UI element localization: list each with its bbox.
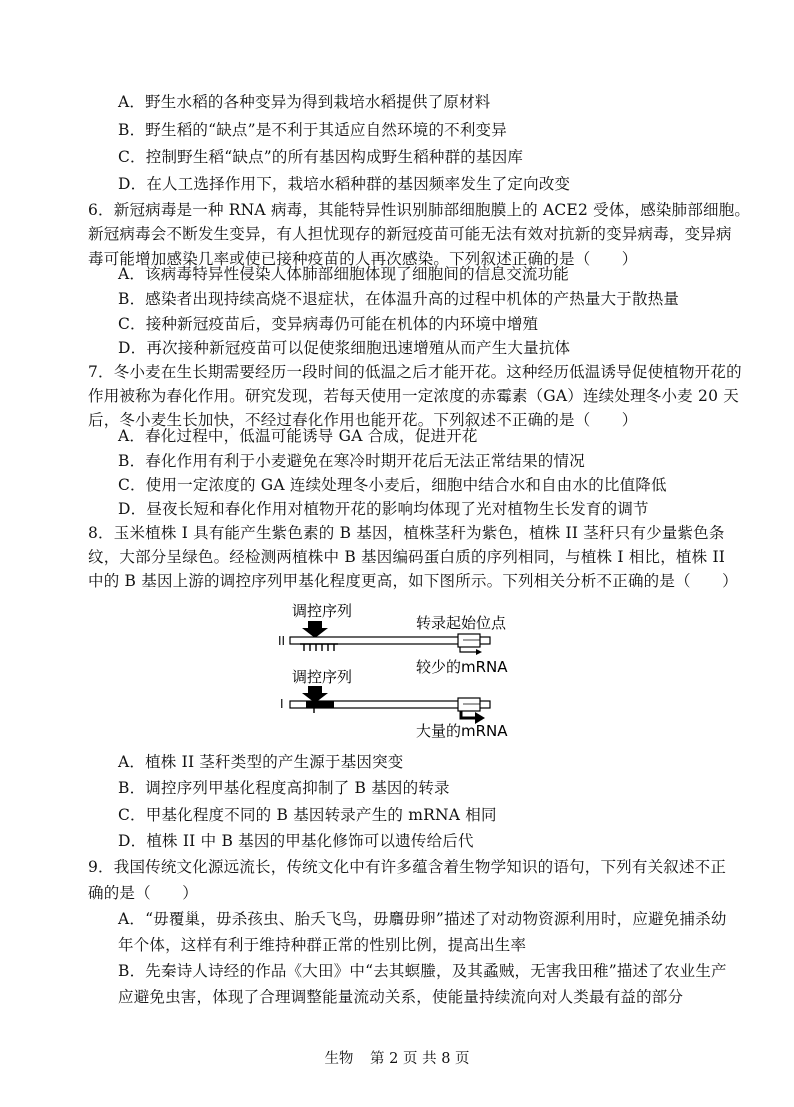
reg-seq-label-bottom: 调控序列 bbox=[292, 668, 353, 686]
methylation-figure bbox=[270, 600, 570, 740]
reg-seq-arrow-top bbox=[302, 621, 328, 638]
plant2-small-arrow bbox=[460, 647, 476, 652]
plant1-reg-block bbox=[306, 701, 334, 708]
q5-option-c: C．控制野生稻“缺点”的所有基因构成野生稻种群的基因库 bbox=[118, 148, 524, 166]
plant1-tss-box bbox=[458, 698, 480, 711]
q5-option-d: D．在人工选择作用下，栽培水稻种群的基因频率发生了定向改变 bbox=[118, 175, 571, 193]
q6-stem-line2: 新冠病毒会不断发生变异，有人担忧现存的新冠疫苗可能无法有效对抗新的变异病毒，变异病 bbox=[88, 225, 732, 243]
q8-option-d: D．植株 II 中 B 基因的甲基化修饰可以遗传给后代 bbox=[118, 832, 474, 850]
q6-stem-line3: 毒可能增加感染几率或使已接种疫苗的人再次感染。下列叙述正确的是（ ） bbox=[88, 250, 638, 268]
q6-option-c: C．接种新冠疫苗后，变异病毒仍可能在机体的内环境中增殖 bbox=[118, 315, 539, 333]
q9-stem-line1: 9．我国传统文化源远流长，传统文化中有许多蕴含着生物学知识的语句，下列有关叙述不正 bbox=[88, 858, 727, 876]
q8-option-a: A．植株 II 茎秆类型的产生源于基因突变 bbox=[118, 753, 404, 771]
methyl-groups bbox=[300, 644, 338, 651]
reg-seq-label-top: 调控序列 bbox=[292, 602, 353, 620]
q8-option-c: C．甲基化程度不同的 B 基因转录产生的 mRNA 相同 bbox=[118, 806, 497, 824]
plant2-label: II bbox=[278, 634, 286, 648]
q6-stem-line1: 6．新冠病毒是一种 RNA 病毒，其能特异性识别肺部细胞膜上的 ACE2 受体，感染肺部细胞。 bbox=[88, 201, 751, 219]
q5-option-a: A．野生水稻的各种变异为得到栽培水稻提供了原材料 bbox=[118, 93, 491, 111]
q7-option-d: D．昼夜长短和春化作用对植物开花的影响均体现了光对植物生长发育的调节 bbox=[118, 500, 649, 518]
q6-option-a: A．该病毒特异性侵染人体肺部细胞体现了细胞间的信息交流功能 bbox=[118, 265, 569, 283]
q9-option-b-line1: B．先秦诗人诗经的作品《大田》中“去其螟螣，及其蟊贼，无害我田稚”描述了农业生产 bbox=[118, 962, 727, 980]
q7-option-c: C．使用一定浓度的 GA 连续处理冬小麦后，细胞中结合水和自由水的比值降低 bbox=[118, 476, 667, 494]
page-footer bbox=[0, 1047, 794, 1068]
q8-stem-line2: 纹，大部分呈绿色。经检测两植株中 B 基因编码蛋白质的序列相同，与植株 I 相比，植株 II bbox=[88, 548, 726, 566]
q7-option-a: A．春化过程中，低温可能诱导 GA 合成，促进开花 bbox=[118, 427, 478, 445]
mrna-high-label: 大量的mRNA bbox=[416, 722, 508, 740]
q8-option-b: B．调控序列甲基化程度高抑制了 B 基因的转录 bbox=[118, 779, 450, 797]
q8-stem-line1: 8．玉米植株 I 具有能产生紫色素的 B 基因，植株茎秆为紫色，植株 II 茎秆只有少量紫色条 bbox=[88, 524, 725, 542]
plant1-large-arrow bbox=[461, 711, 476, 718]
q9-option-a-line2: 年个体，这样有利于维持种群正常的性别比例，提高出生率 bbox=[118, 936, 527, 954]
q7-stem-line3: 后，冬小麦生长加快，不经过春化作用也能开花。下列叙述不正确的是（ ） bbox=[88, 411, 638, 429]
footer-subject: 生物 bbox=[324, 1051, 354, 1067]
q7-stem-line2: 作用被称为春化作用。研究发现，若每天使用一定浓度的赤霉素（GA）连续处理冬小麦 20 天 bbox=[88, 387, 739, 405]
q5-option-b: B．野生稻的“缺点”是不利于其适应自然环境的不利变异 bbox=[118, 121, 507, 139]
q9-option-b-line2: 应避免虫害，体现了合理调整能量流动关系，使能量持续流向对人类最有益的部分 bbox=[118, 988, 684, 1006]
plant1-label: I bbox=[280, 697, 284, 711]
q8-stem-line3: 中的 B 基因上游的调控序列甲基化程度更高，如下图所示。下列相关分析不正确的是（ ） bbox=[88, 572, 738, 590]
q7-option-b: B．春化作用有利于小麦避免在寒冷时期开花后无法正常结果的情况 bbox=[118, 452, 585, 470]
q6-option-d: D．再次接种新冠疫苗可以促使浆细胞迅速增殖从而产生大量抗体 bbox=[118, 339, 571, 357]
q7-stem-line1: 7．冬小麦在生长期需要经历一段时间的低温之后才能开花。这种经历低温诱导促使植物开花的 bbox=[88, 363, 742, 381]
q9-stem-line2: 确的是（ ） bbox=[88, 884, 198, 902]
footer-page-info: 第 2 页 共 8 页 bbox=[370, 1051, 470, 1067]
plant2-tss-box bbox=[458, 634, 480, 647]
mrna-low-label: 较少的mRNA bbox=[416, 658, 508, 676]
tss-label: 转录起始位点 bbox=[416, 614, 507, 632]
q9-option-a-line1: A．“毋覆巢，毋杀孩虫、胎夭飞鸟，毋麛毋卵”描述了对动物资源利用时，应避免捕杀幼 bbox=[118, 910, 727, 928]
q6-option-b: B．感染者出现持续高烧不退症状，在体温升高的过程中机体的产热量大于散热量 bbox=[118, 290, 680, 308]
